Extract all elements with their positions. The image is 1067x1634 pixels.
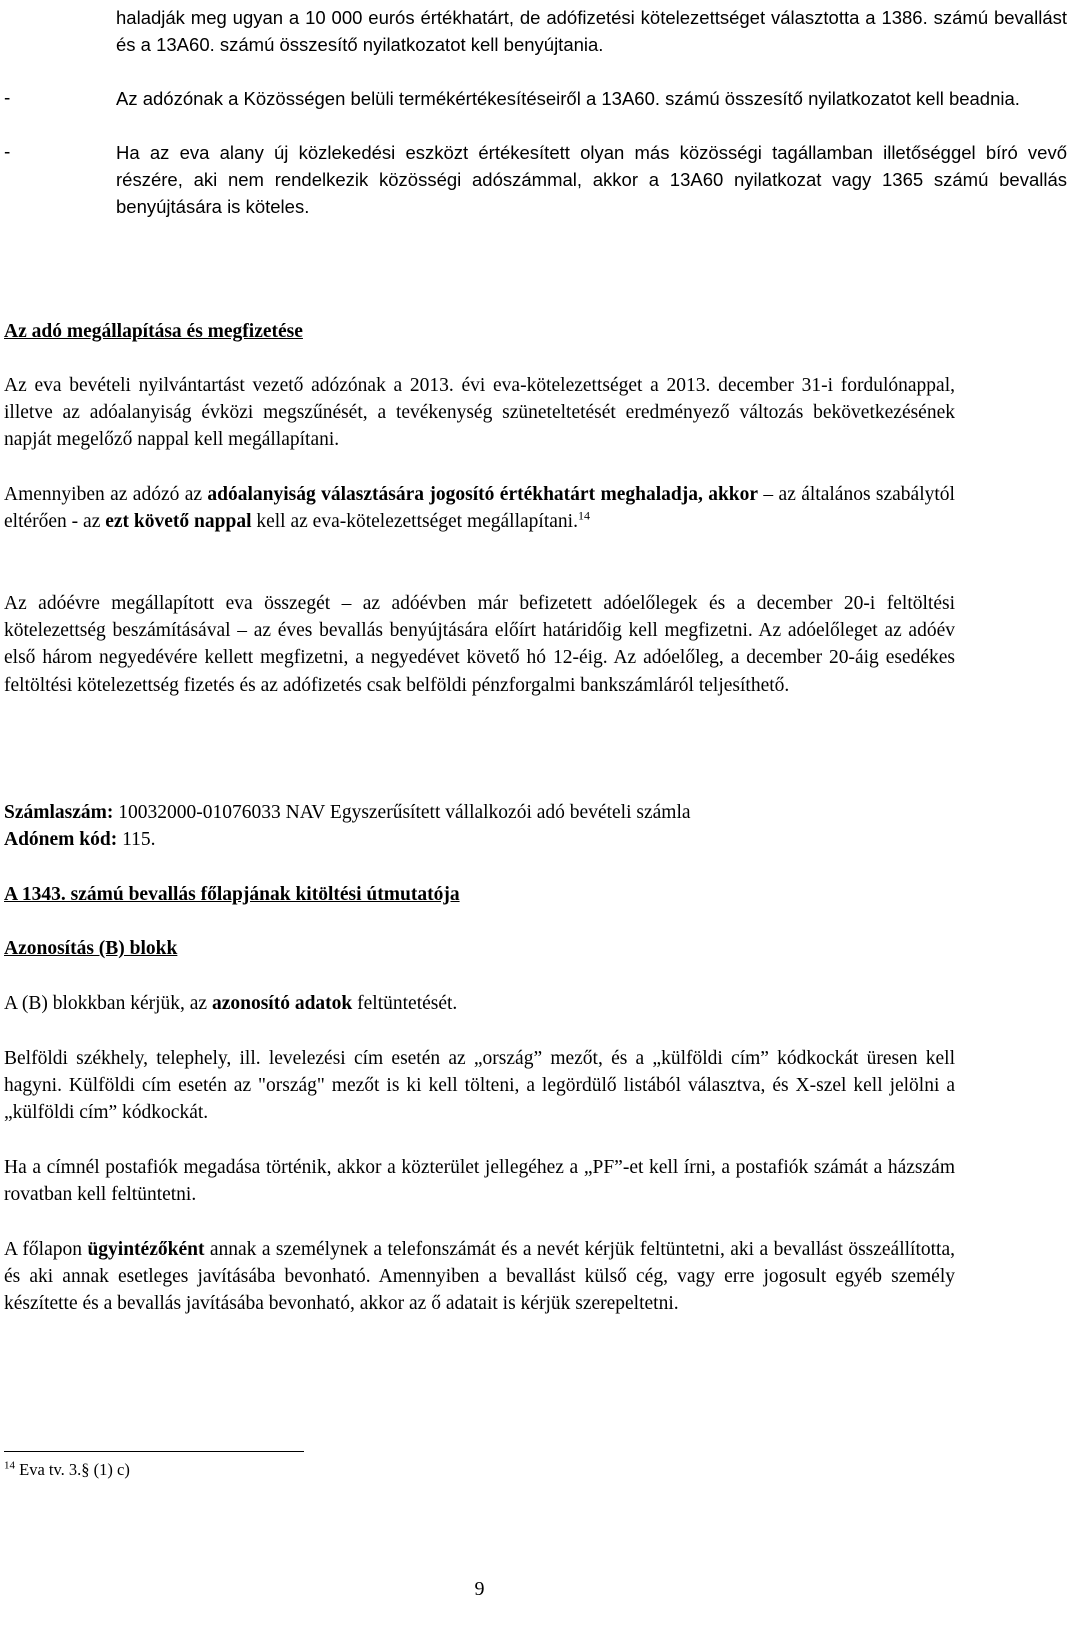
page-number: 9 [474,1578,485,1600]
paragraph: Belföldi székhely, telephely, ill. levelezési cím esetén az „ország” mezőt, és a „külföldi cím” kódkockát üresen kell hagyni. Külföldi cím esetén az "ország" mezőt is ki kell tölteni, a legördülő listából választva, és X-szel kell jelölni a „külföldi cím” kódkockát. [4,1048,955,1124]
footnote-ref: 14 [577,508,590,523]
text-run: annak a személynek a telefonszámát és a nevét kérjük feltüntetni, aki a bevallást összeállította, és aki annak esetleges javításába bevonható. Amennyiben a bevallást külső cég, vagy erre jogosult egyéb személy készítette és a bevallás javításába bevonható, akkor az ő adatait is kérjük szerepeltetni. [4,1239,956,1315]
text-run: A (B) blokkban kérjük, az [4,993,212,1014]
section-heading: Az adó megállapítása és megfizetése [4,321,303,342]
bullet-item [4,139,1067,220]
section-heading: A 1343. számú bevallás főlapjának kitöltési útmutatója [4,884,460,905]
account-label: Számlaszám: [4,802,114,823]
paragraph [4,481,955,535]
text-run: Amennyiben az adózó az [4,484,208,505]
paragraph: Az adóévre megállapított eva összegét – az adóévben már befizetett adóelőlegek és a december 20-i feltöltési kötelezettség beszámításával – az éves bevallás benyújtására előírt határidőig kell megfizetni. Az adóelőleget az adóév első három negyedévére kellett megfizetni, a negyedévet követő hó 12-éig. Az adóelőleg, a december 20-áig esedékes feltöltési kötelezettség fizetés és az adófizetés csak belföldi pénzforgalmi bankszámláról teljesíthető. [4,593,955,696]
bullet-item [4,85,1067,112]
tax-code-label: Adónem kód: [4,829,118,850]
bullet-text: Az adózónak a Közösségen belüli termékértékesítéseiről a 13A60. számú összesítő nyilatkozatot kell beadnia. [116,88,1020,109]
account-value: 10032000-01076033 NAV Egyszerűsített vállalkozói adó bevételi számla [113,802,691,823]
bullet-dash: - [4,88,11,109]
bold-run: adóalanyiság választására jogosító értékhatárt meghaladja, akkor [207,484,759,505]
bullet-text: haladják meg ugyan a 10 000 eurós értékhatárt, de adófizetési kötelezettséget választotta a 1386. számú bevallást és a 13A60. számú összesítő nyilatkozatot kell benyújtania. [116,7,1067,55]
bullet-item-continued [4,4,1067,58]
bold-run: ügyintézőként [87,1239,205,1260]
tax-code-line [4,826,156,853]
paragraph [4,1236,955,1318]
bold-run: azonosító adatok [211,993,353,1014]
footnote-separator [4,1451,304,1452]
paragraph: Az eva bevételi nyilvántartást vezető adózónak a 2013. évi eva-kötelezettséget a 2013. december 31-i fordulónappal, illetve az adóalanyiság évközi megszűnését, a tevékenység szüneteltetését eredményező változás bekövetkezésének napját megelőző nappal kell megállapítani. [4,375,955,451]
bullet-dash: - [4,142,11,163]
text-run: A főlapon [4,1239,88,1260]
bullet-text: Ha az eva alany új közlekedési eszközt értékesített olyan más közösségi tagállamban illetőséggel bíró vevő részére, aki nem rendelkezik közösségi adószámmal, akkor a 13A60 nyilatkozat vagy 1365 számú bevallás benyújtására is köteles. [116,142,1067,217]
footnote-number: 14 [4,1459,15,1472]
tax-code-value: 115. [117,829,156,850]
subsection-heading: Azonosítás (B) blokk [4,938,178,959]
text-run: – az általános szabálytól eltérően - az [4,484,955,533]
text-run: kell az eva-kötelezettséget megállapítani. [251,511,578,533]
footnote [4,1460,130,1480]
paragraph: Ha a címnél postafiók megadása történik, akkor a közterület jellegéhez a „PF”-et kell írni, a postafiók számát a házszám rovatban kell feltüntetni. [4,1157,955,1206]
footnote-text: Eva tv. 3.§ (1) c) [15,1460,130,1479]
text-run: feltüntetését. [352,993,458,1014]
paragraph [4,990,955,1017]
bold-run: ezt követő nappal [105,511,252,533]
account-line [4,799,691,826]
